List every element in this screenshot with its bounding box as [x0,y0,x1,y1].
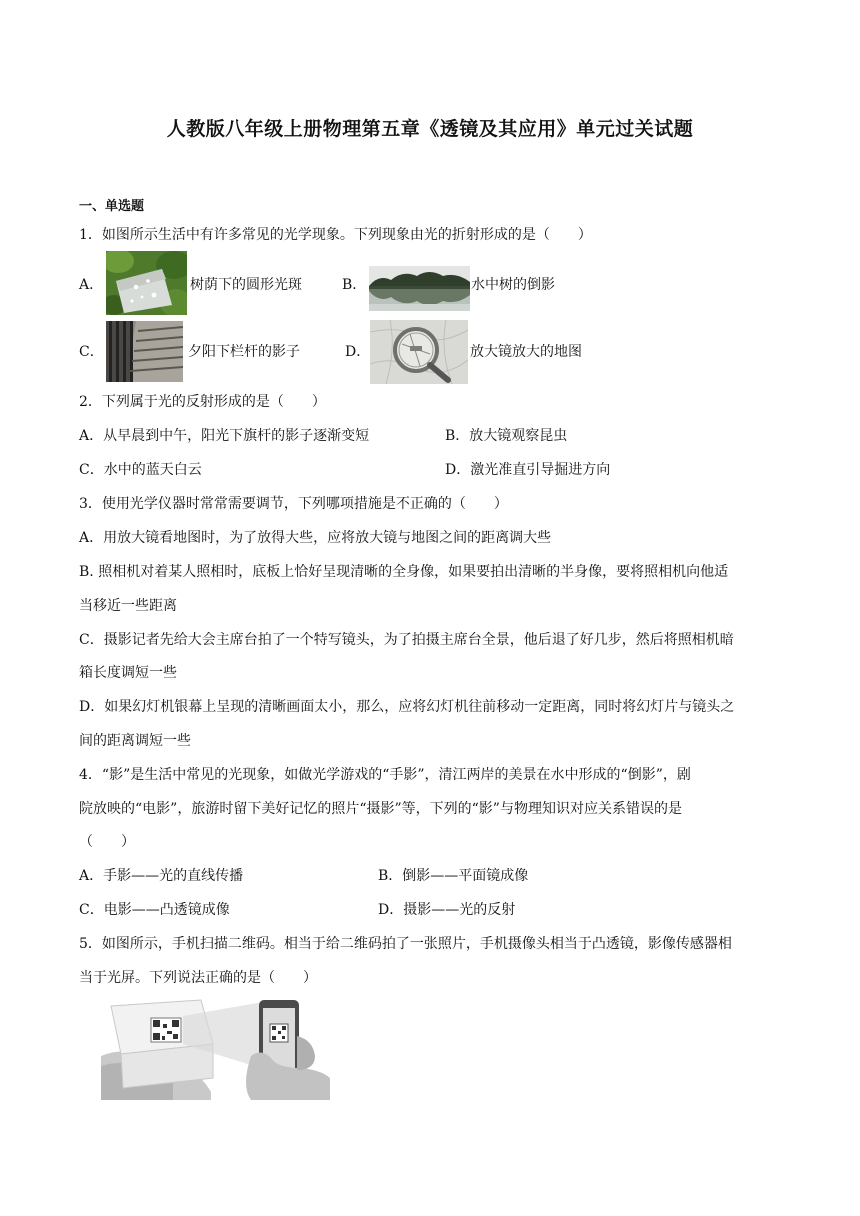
q4-option-c: C．电影——凸透镜成像 [79,902,230,918]
q3-option-d-line2: 间的距离调短一些 [79,733,191,749]
q3-option-c-line1: C．摄影记者先给大会主席台拍了一个特写镜头，为了拍摄主席台全景，他后退了好几步，然后将照相机暗 [79,632,734,648]
q1-stem: 1．如图所示生活中有许多常见的光学现象。下列现象由光的折射形成的是（ ） [79,227,592,243]
q5-stem-line2: 当于光屏。下列说法正确的是（ ） [79,970,317,986]
q5-stem-line1: 5．如图所示，手机扫描二维码。相当于给二维码拍了一张照片，手机摄像头相当于凸透镜，影像传感器相 [79,936,732,952]
q4-option-d: D．摄影——光的反射 [378,902,516,918]
section-heading: 一、单选题 [79,199,145,214]
q1-option-d-text: 放大镜放大的地图 [470,344,582,360]
magnifier-map-photo [370,320,468,384]
q3-stem: 3．使用光学仪器时常常需要调节，下列哪项措施是不正确的（ ） [79,496,508,512]
q4-option-b: B．倒影——平面镜成像 [378,868,529,884]
q1-option-c-letter: C． [79,344,104,360]
q3-option-c-line2: 箱长度调短一些 [79,665,177,681]
q2-option-b: B．放大镜观察昆虫 [445,428,568,444]
q3-option-b-line2: 当移近一些距离 [79,598,177,614]
q1-option-b-text: 水中树的倒影 [471,277,555,293]
leaf-light-spots-photo [106,251,187,315]
q2-option-a: A．从早晨到中午，阳光下旗杆的影子逐渐变短 [79,428,370,444]
q3-option-d-line1: D．如果幻灯机银幕上呈现的清晰画面太小，那么，应将幻灯机往前移动一定距离，同时将幻灯片与镜头之 [79,699,735,715]
q2-option-c: C．水中的蓝天白云 [79,462,202,478]
q4-stem-line1: 4．“影”是生活中常见的光现象，如做光学游戏的“手影”，清江两岸的美景在水中形成的“倒影”，剧 [79,767,691,783]
q1-option-c-text: 夕阳下栏杆的影子 [188,344,300,360]
q3-option-b-line1: B. 照相机对着某人照相时，底板上恰好呈现清晰的全身像，如果要拍出清晰的半身像，要将照相机向他适 [79,564,729,580]
railing-shadow-photo [106,321,183,382]
q1-option-a-letter: A． [79,277,104,293]
q1-option-a-text: 树荫下的圆形光斑 [190,277,302,293]
q2-stem: 2．下列属于光的反射形成的是（ ） [79,394,326,410]
q4-stem-line2: 院放映的“电影”，旅游时留下美好记忆的照片“摄影”等，下列的“影”与物理知识对应关系错误的是 [79,801,682,817]
q4-stem-line3: （ ） [79,834,135,850]
q2-option-d: D．激光准直引导掘进方向 [445,462,611,478]
q1-option-d-letter: D． [345,344,371,360]
tree-reflection-photo [369,266,470,311]
q4-option-a: A．手影——光的直线传播 [79,868,244,884]
q1-option-b-letter: B． [342,277,367,293]
phone-scanning-qr-code-illustration [101,996,330,1100]
q3-option-a: A．用放大镜看地图时，为了放得大些，应将放大镜与地图之间的距离调大些 [79,530,552,546]
page-title: 人教版八年级上册物理第五章《透镜及其应用》单元过关试题 [166,118,694,140]
